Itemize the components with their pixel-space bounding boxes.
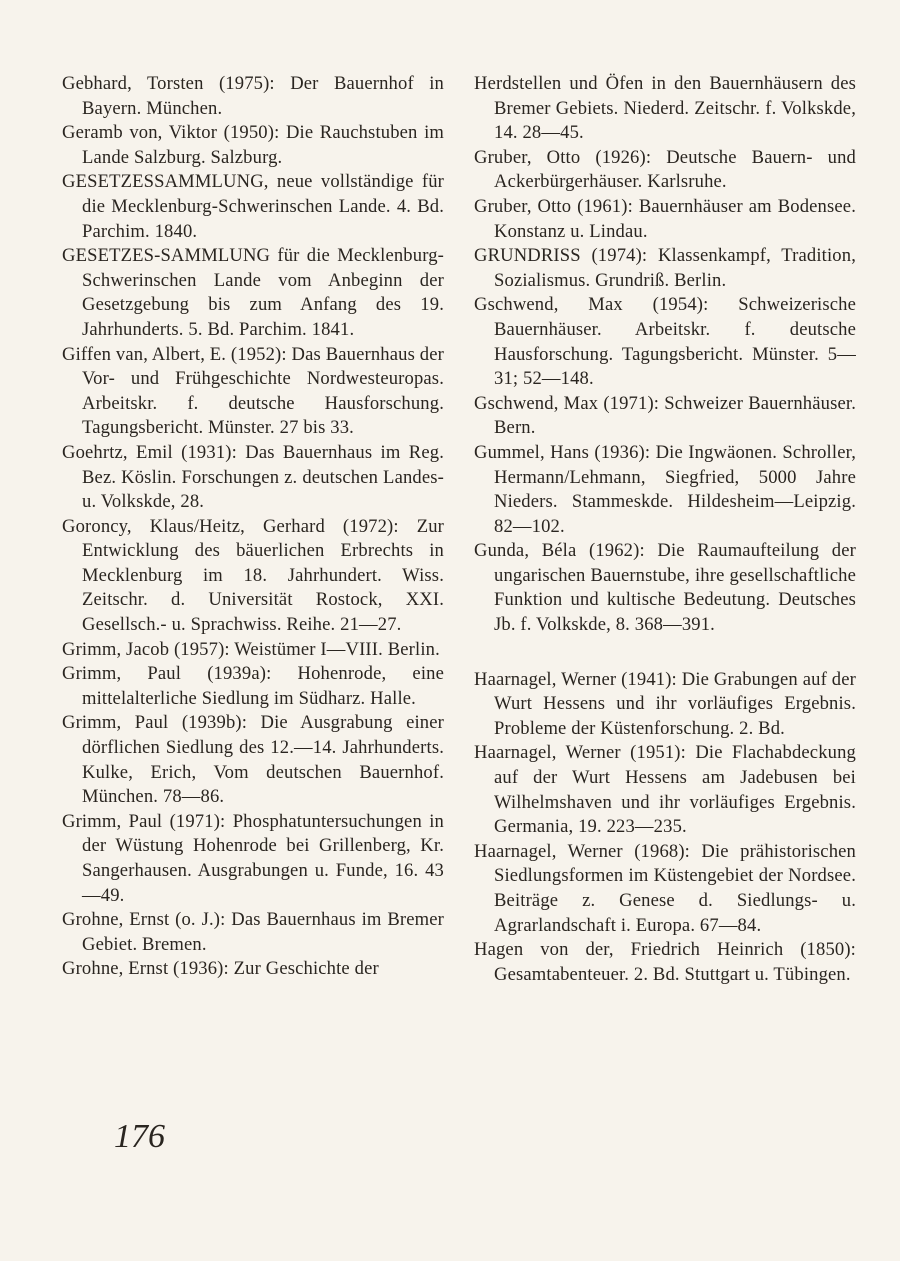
bibliography-entry: Gruber, Otto (1926): Deutsche Bauern- und Ackerbürgerhäuser. Karlsruhe.	[474, 146, 856, 193]
bibliography-entry: Giffen van, Albert, E. (1952): Das Bauernhaus der Vor- und Frühgeschichte Nordwesteuropas. Arbeitskr. f. deutsche Hausforschung. Tagungsbericht. Münster. 27 bis 33.	[62, 343, 444, 439]
bibliography-entry: Grimm, Paul (1939a): Hohenrode, eine mittelalterliche Siedlung im Südharz. Halle.	[62, 663, 444, 709]
bibliography-entry: Haarnagel, Werner (1941): Die Grabungen auf der Wurt Hessens und ihr vorläufiges Ergebnis. Probleme der Küstenforschung. 2. Bd.	[474, 668, 856, 739]
page-number: 176	[114, 1118, 165, 1155]
bibliography-entry: GRUNDRISS (1974): Klassenkampf, Tradition, Sozialismus. Grundriß. Berlin.	[474, 245, 856, 291]
bibliography-entry: Grohne, Ernst (1936): Zur Geschichte der	[62, 958, 379, 980]
bibliography-entry: Grimm, Paul (1939b): Die Ausgrabung einer dörflichen Siedlung des 12.—14. Jahrhunderts. Kulke, Erich, Vom deutschen Bauernhof. München. 78—86.	[62, 712, 444, 808]
bibliography-entry: Goehrtz, Emil (1931): Das Bauernhaus im Reg. Bez. Köslin. Forschungen z. deutschen Landes- u. Volkskde, 28.	[62, 441, 444, 513]
bibliography-entry: Grimm, Jacob (1957): Weistümer I—VIII. Berlin.	[62, 638, 440, 660]
bibliography-entry: Goroncy, Klaus/Heitz, Gerhard (1972): Zur Entwicklung des bäuerlichen Erbrechts in Mecklenburg im 18. Jahrhundert. Wiss. Zeitschr. d. Universität Rostock, XXI. Gesellsch.- u. Sprachwiss. Reihe. 21—27.	[62, 515, 444, 636]
left-column	[62, 72, 444, 982]
section-gap	[474, 638, 856, 668]
bibliography-entry: Gruber, Otto (1961): Bauernhäuser am Bodensee. Konstanz u. Lindau.	[474, 195, 856, 242]
bibliography-entry: Gummel, Hans (1936): Die Ingwäonen. Schroller, Hermann/Lehmann, Siegfried, 5000 Jahre Nieders. Stammeskde. Hildesheim—Leipzig. 82—102.	[474, 441, 856, 537]
bibliography-entry: GESETZESSAMMLUNG, neue vollständige für die Mecklenburg-Schwerinschen Lande. 4. Bd. Parchim. 1840.	[62, 171, 444, 242]
bibliography-entry: Gschwend, Max (1954): Schweizerische Bauernhäuser. Arbeitskr. f. deutsche Hausforschung. Tagungsbericht. Münster. 5—31; 52—148.	[474, 294, 856, 390]
bibliography-entry: Grimm, Paul (1971): Phosphatuntersuchungen in der Wüstung Hohenrode bei Grillenberg, Kr. Sangerhausen. Ausgrabungen u. Funde, 16. 43—49.	[62, 810, 444, 906]
bibliography-entry: Gebhard, Torsten (1975): Der Bauernhof in Bayern. München.	[62, 73, 444, 119]
bibliography-entry: Grohne, Ernst (o. J.): Das Bauernhaus im Bremer Gebiet. Bremen.	[62, 909, 444, 955]
bibliography-entry: Haarnagel, Werner (1951): Die Flachabdeckung auf der Wurt Hessens am Jadebusen bei Wilhelmshaven und ihr vorläufiges Ergebnis. Germania, 19. 223—235.	[474, 742, 856, 838]
bibliography-entry: Geramb von, Viktor (1950): Die Rauchstuben im Lande Salzburg. Salzburg.	[62, 122, 444, 168]
bibliography-entry: Gunda, Béla (1962): Die Raumaufteilung der ungarischen Bauernstube, ihre gesellschaftliche Funktion und kultische Bedeutung. Deutsches Jb. f. Volkskde, 8. 368—391.	[474, 540, 856, 636]
bibliography-entry: GESETZES-SAMMLUNG für die Mecklenburg-Schwerinschen Lande vom Anbeginn der Gesetzgebung bis zum Anfang des 19. Jahrhunderts. 5. Bd. Parchim. 1841.	[62, 245, 444, 340]
bibliography-entry: Haarnagel, Werner (1968): Die prähistorischen Siedlungsformen im Küstengebiet der Nordsee. Beiträge z. Genese d. Siedlungs- u. Agrarlandschaft i. Europa. 67—84.	[474, 840, 856, 936]
bibliography-entry-continued: Herdstellen und Öfen in den Bauernhäusern des Bremer Gebiets. Niederd. Zeitschr. f. Volkskde, 14. 28—45.	[474, 73, 856, 144]
bibliography-entry: Hagen von der, Friedrich Heinrich (1850): Gesamtabenteuer. 2. Bd. Stuttgart u. Tübingen.	[474, 939, 856, 985]
right-column	[474, 72, 856, 987]
bibliography-entry: Gschwend, Max (1971): Schweizer Bauernhäuser. Bern.	[474, 392, 856, 439]
